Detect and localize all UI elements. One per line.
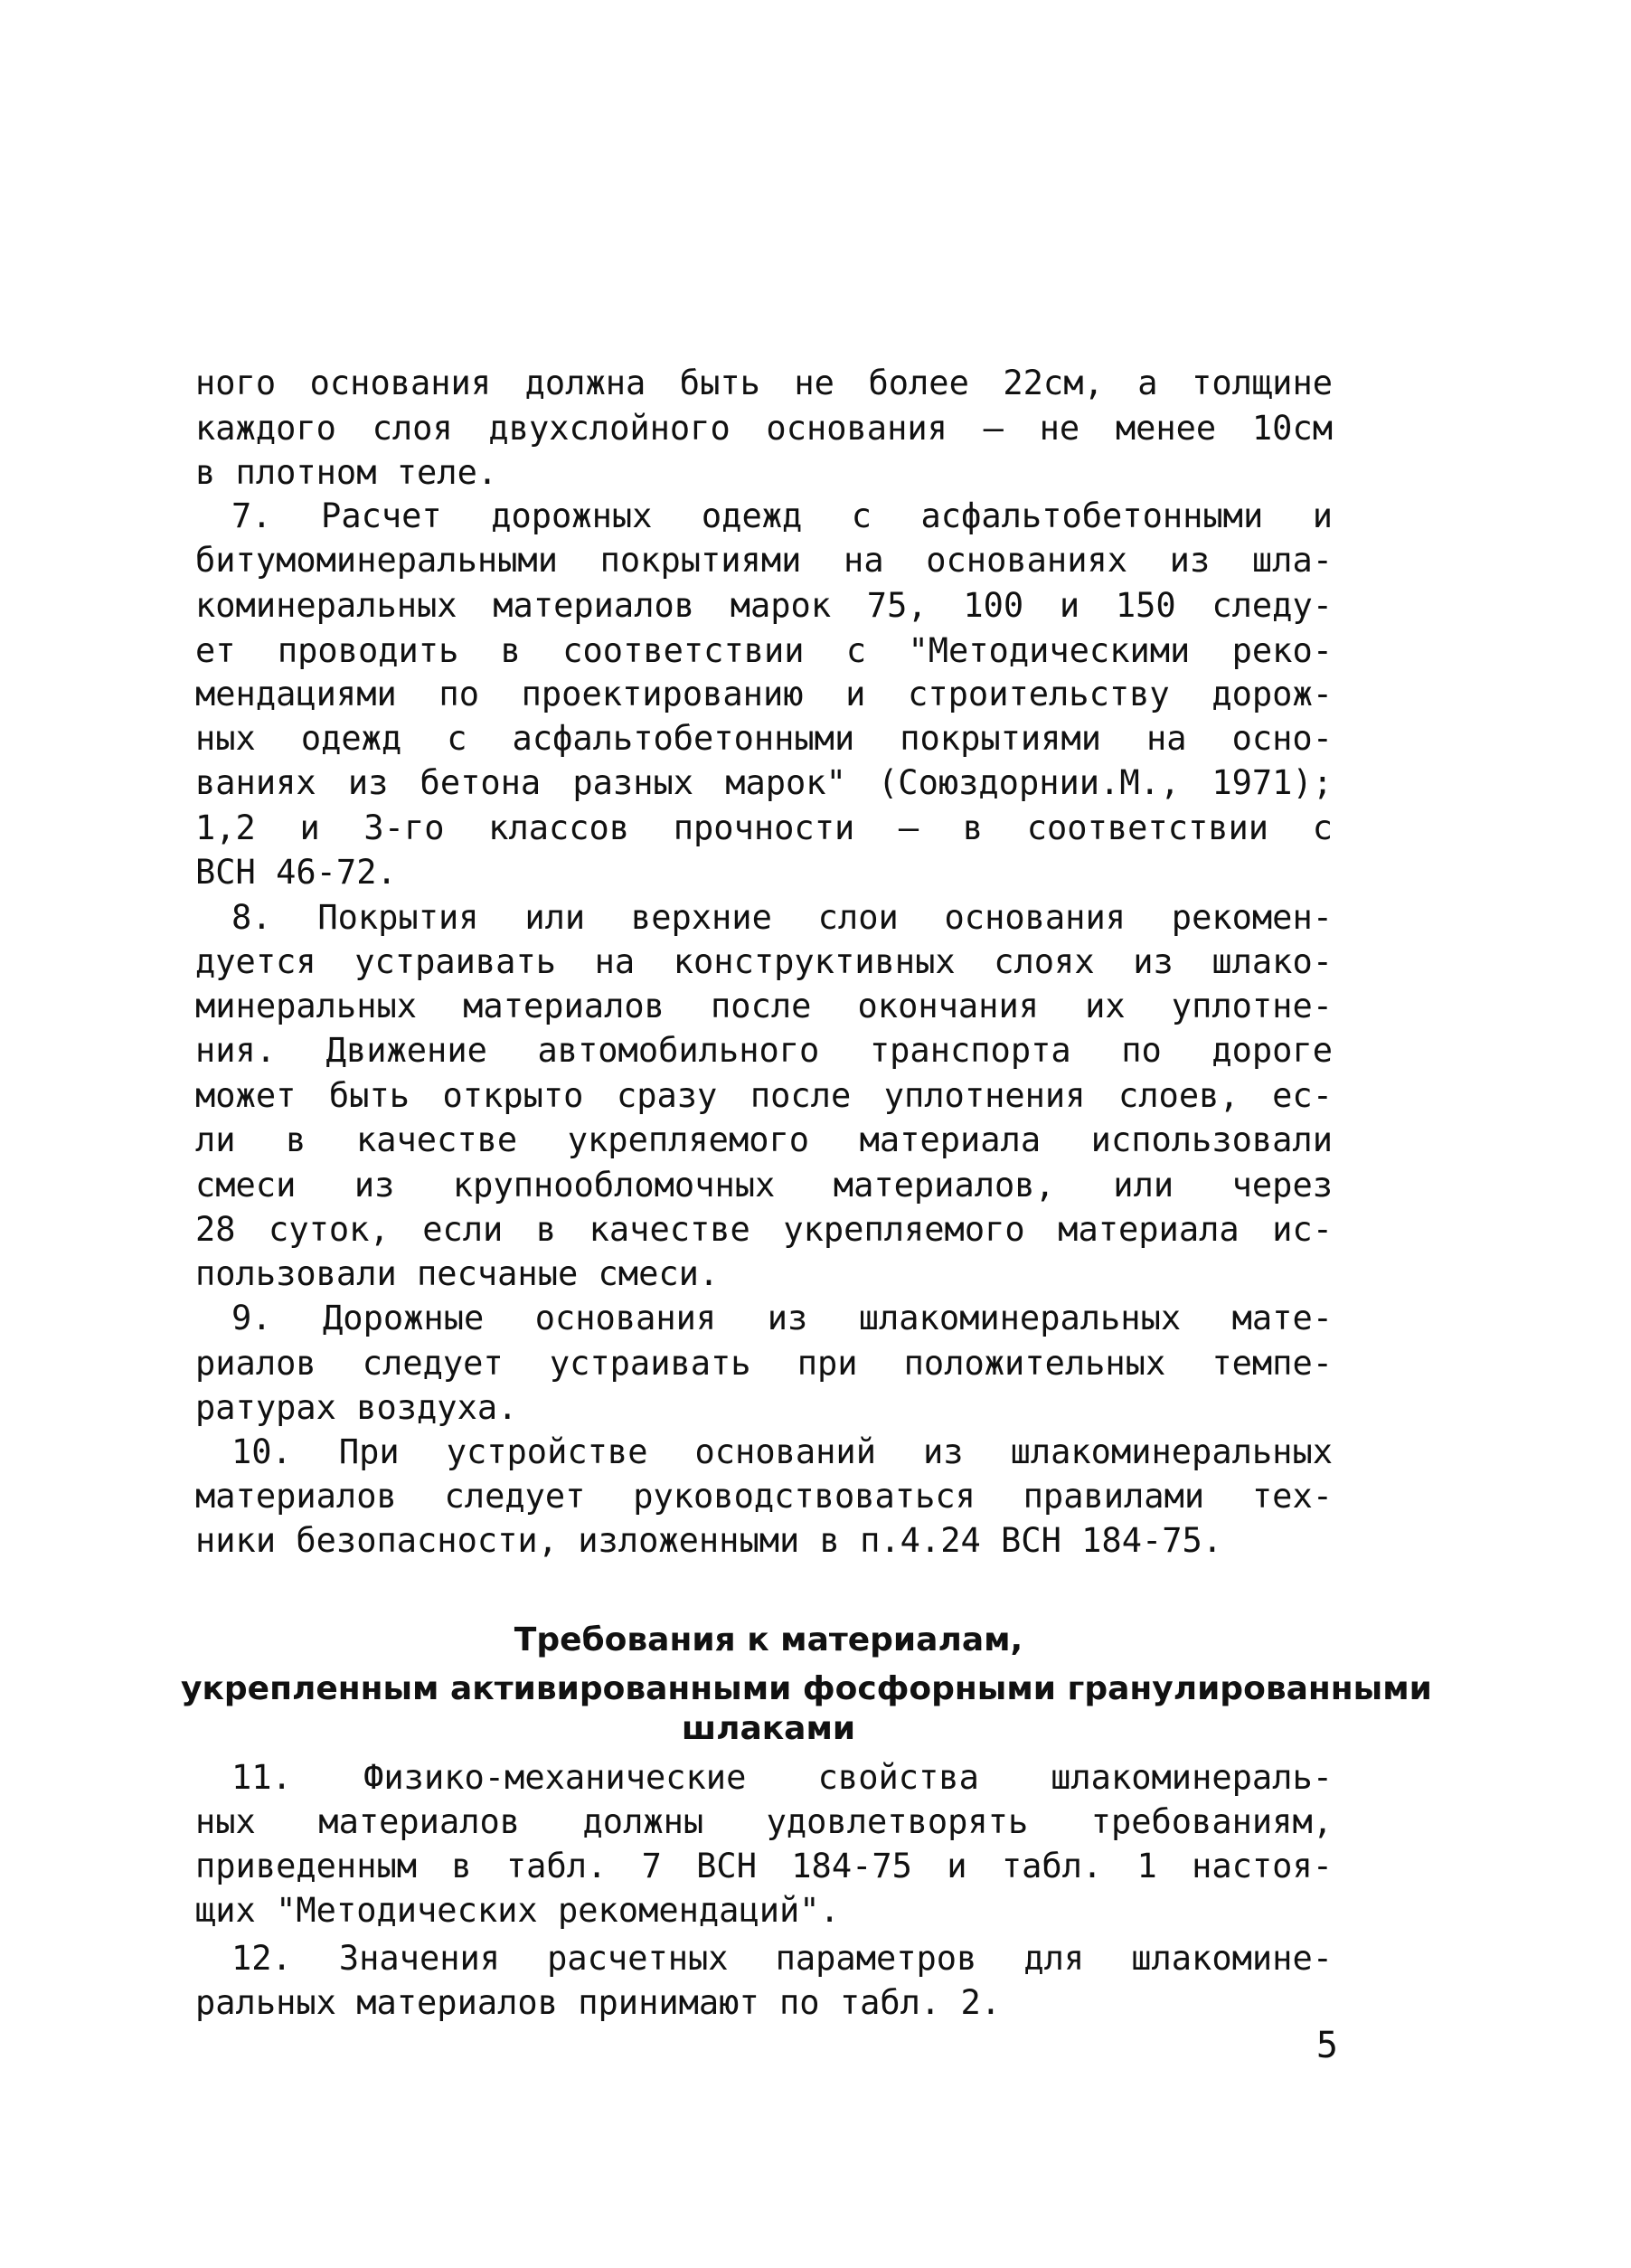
text-line: 28 суток, если в качестве укрепляемого материала ис- (195, 1210, 1333, 1249)
text-line: в плотном теле. (195, 453, 498, 492)
section-heading: укрепленным активированными фосфорными гранулированными (181, 1670, 1432, 1707)
text-line: пользовали песчаные смеси. (195, 1254, 720, 1293)
text-line: ратурах воздуха. (195, 1388, 518, 1427)
page-number: 5 (1315, 2025, 1338, 2066)
text-line: ных одежд с асфальтобетонными покрытиями на осно- (195, 719, 1333, 758)
section-heading: Требования к материалам, (514, 1621, 1023, 1658)
text-line: риалов следует устраивать при положительных темпе- (195, 1344, 1333, 1383)
text-line: щих "Методических рекомендаций". (195, 1891, 840, 1930)
text-line: ных материалов должны удовлетворять требованиям, (195, 1802, 1333, 1841)
text-line: ного основания должна быть не более 22см, а толщине (195, 364, 1333, 402)
text-line: ет проводить в соответствии с "Методическими реко- (195, 631, 1333, 670)
text-line: материалов следует руководствоваться правилами тех- (195, 1477, 1333, 1516)
text-line: ники безопасности, изложенными в п.4.24 ВСН 184-75. (195, 1521, 1223, 1560)
text-line: ли в качестве укрепляемого материала использовали (195, 1120, 1333, 1159)
text-line: 12. Значения расчетных параметров для шлакомине- (231, 1939, 1333, 1978)
text-line: битумоминеральными покрытиями на основаниях из шла- (195, 541, 1333, 580)
text-line: минеральных материалов после окончания их уплотне- (195, 987, 1333, 1025)
text-line: мендациями по проектированию и строительству дорож- (195, 675, 1333, 713)
text-line: смеси из крупнообломочных материалов, или через (195, 1166, 1333, 1205)
text-line: 8. Покрытия или верхние слои основания рекомен- (231, 898, 1333, 937)
text-line: ния. Движение автомобильного транспорта по дороге (195, 1031, 1333, 1070)
text-line: ральных материалов принимают по табл. 2. (195, 1983, 1002, 2022)
text-line: ваниях из бетона разных марок" (Союздорнии.М., 1971); (195, 763, 1333, 802)
text-line: 10. При устройстве оснований из шлакоминеральных (231, 1432, 1333, 1471)
text-line: 7. Расчет дорожных одежд с асфальтобетонными и (231, 496, 1333, 535)
text-line: может быть открыто сразу после уплотнения слоев, ес- (195, 1076, 1333, 1115)
text-line: 11. Физико-механические свойства шлакоминераль- (231, 1758, 1333, 1797)
section-heading: шлаками (681, 1710, 856, 1747)
text-line: коминеральных материалов марок 75, 100 и 150 следу- (195, 586, 1333, 625)
text-line: дуется устраивать на конструктивных слоях из шлако- (195, 942, 1333, 981)
text-line: ВСН 46-72. (195, 853, 397, 892)
text-line: приведенным в табл. 7 ВСН 184-75 и табл. 1 настоя- (195, 1847, 1333, 1885)
text-line: 9. Дорожные основания из шлакоминеральных мате- (231, 1299, 1333, 1337)
text-line: каждого слоя двухслойного основания – не менее 10см (195, 409, 1333, 448)
text-line: 1,2 и 3-го классов прочности – в соответствии с (195, 808, 1333, 847)
